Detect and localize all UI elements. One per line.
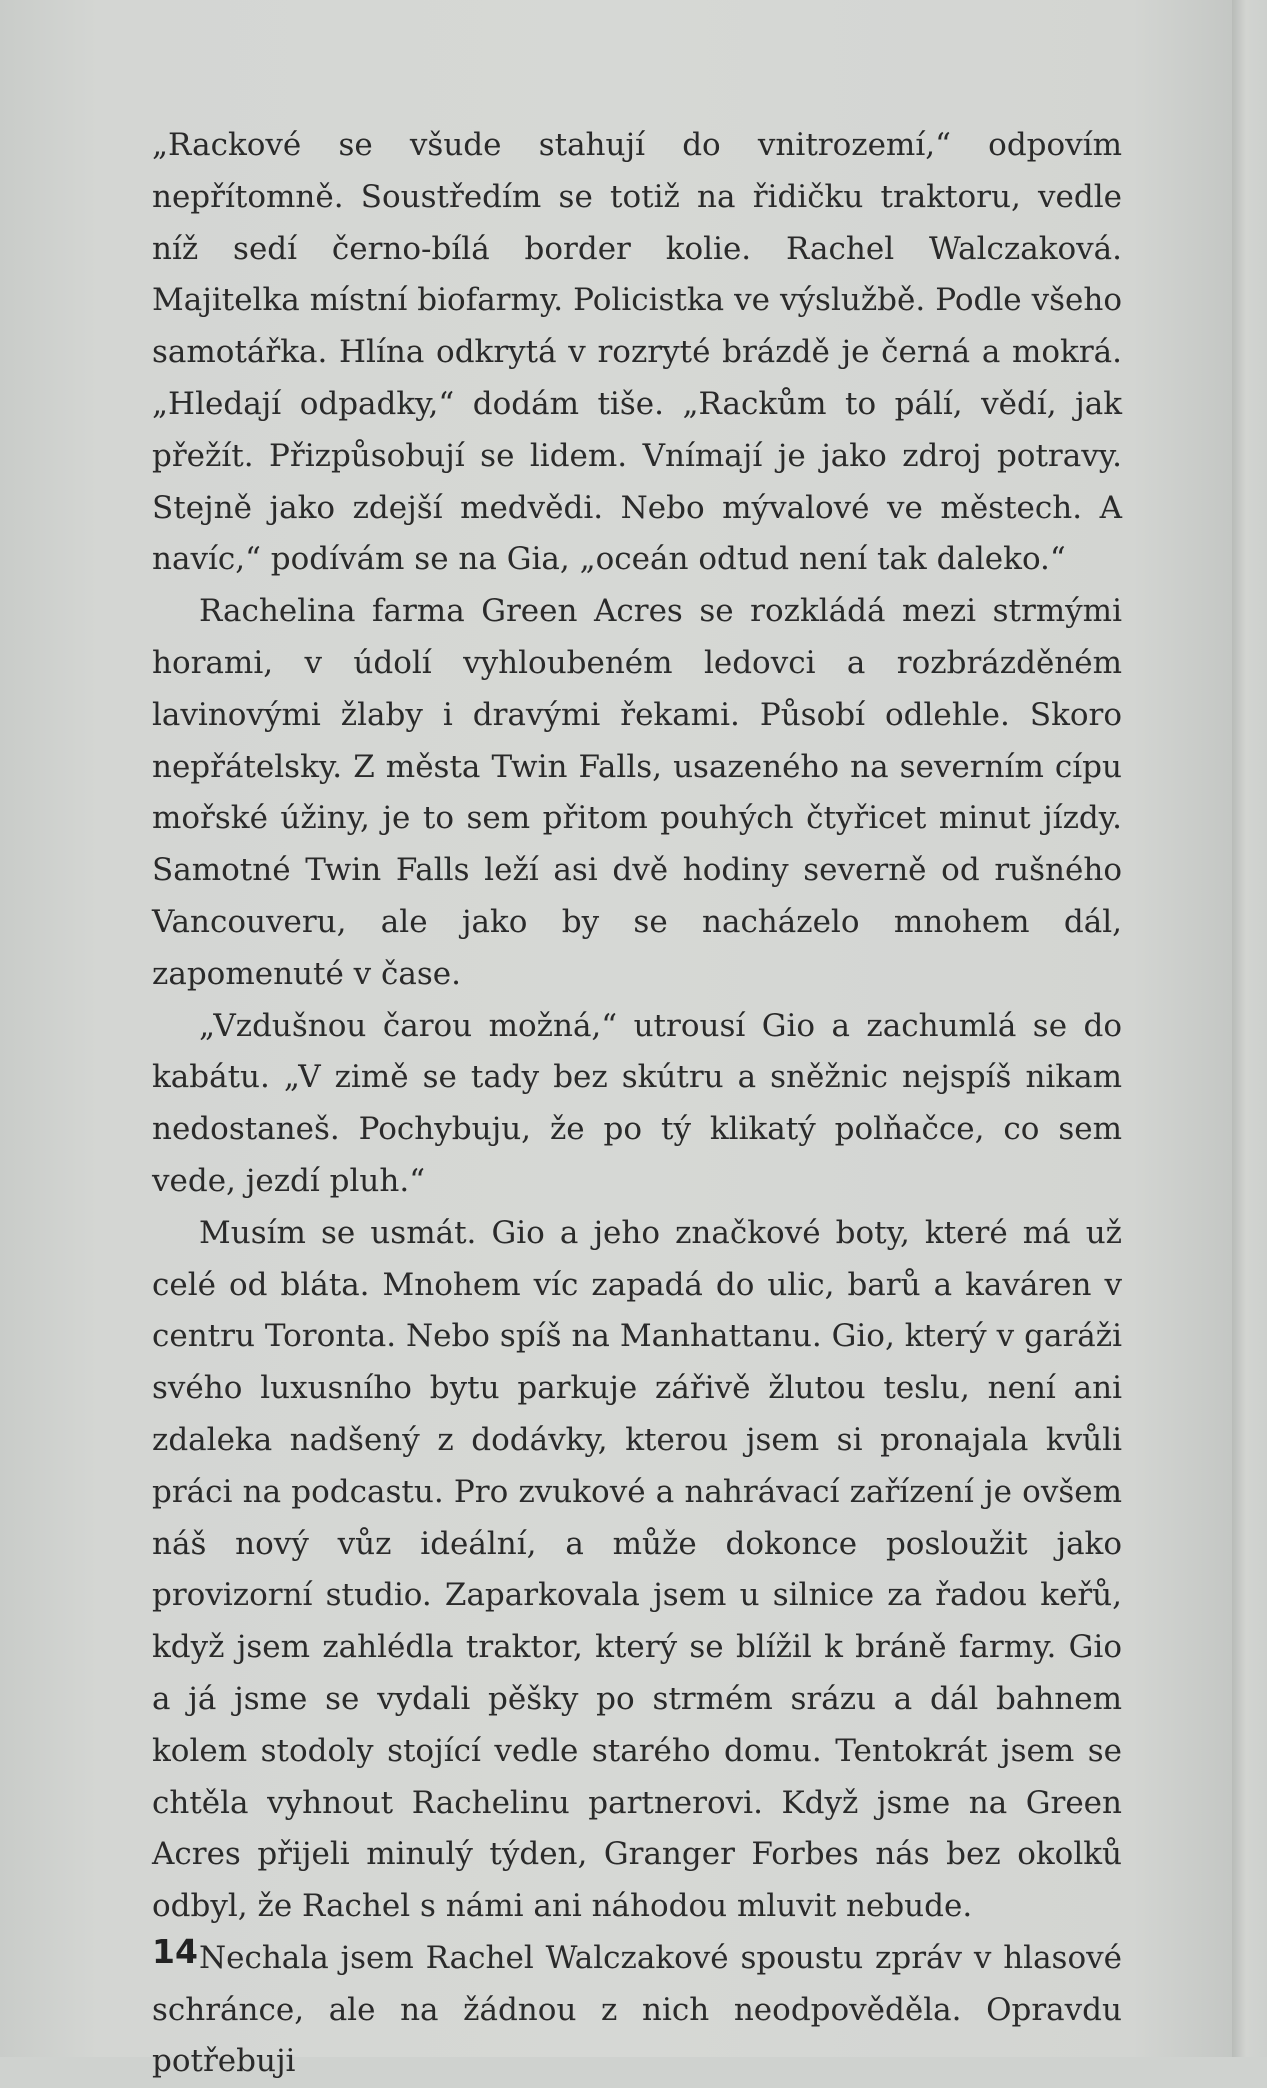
paragraph-1: „Rackové se všude stahují do vnitrozemí,“ odpovím nepřítomně. Soustředím se totiž na řidičku traktoru, vedle níž sedí černo-bílá border kolie. Rachel Walczaková. Majitelka místní biofarmy. Policistka ve výslužbě. Podle všeho samotářka. Hlína odkrytá v rozryté brázdě je černá a mokrá. „Hledají odpadky,“ dodám tiše. „Rackům to pálí, vědí, jak přežít. Přizpůsobují se lidem. Vnímají je jako zdroj potravy. Stejně jako zdejší medvědi. Nebo mývalové ve městech. A navíc,“ podívám se na Gia, „oceán odtud není tak daleko.“ bbox=[152, 127, 1122, 578]
page-edge bbox=[1232, 0, 1267, 2057]
body-text bbox=[152, 120, 1122, 2088]
paragraph-5: Nechala jsem Rachel Walczakové spoustu zpráv v hlasové schránce, ale na žádnou z nich neodpověděla. Opravdu potřebuji bbox=[152, 1939, 1122, 2080]
paragraph-3: „Vzdušnou čarou možná,“ utrousí Gio a zachumlá se do kabátu. „V zimě se tady bez skútru a sněžnic nejspíš nikam nedostaneš. Pochybuju, že po tý klikatý polňačce, co sem vede, jezdí pluh.“ bbox=[152, 1007, 1122, 1199]
paragraph-4: Musím se usmát. Gio a jeho značkové boty, které má už celé od bláta. Mnohem víc zapadá do ulic, barů a kaváren v centru Toronta. Nebo spíš na Manhattanu. Gio, který v garáži svého luxusního bytu parkuje zářivě žlutou teslu, není ani zdaleka nadšený z dodávky, kterou jsem si pronajala kvůli práci na podcastu. Pro zvukové a nahrávací zařízení je ovšem náš nový vůz ideální, a může dokonce posloužit jako provizorní studio. Zaparkovala jsem u silnice za řadou keřů, když jsem zahlédla traktor, který se blížil k bráně farmy. Gio a já jsme se vydali pěšky po strmém srázu a dál bahnem kolem stodoly stojící vedle starého domu. Tentokrát jsem se chtěla vyhnout Rachelinu partnerovi. Když jsme na Green Acres přijeli minulý týden, Granger Forbes nás bez okolků odbyl, že Rachel s námi ani náhodou mluvit nebude. bbox=[152, 1214, 1122, 1925]
page-number: 14 bbox=[152, 1932, 198, 1971]
paragraph-2: Rachelina farma Green Acres se rozkládá mezi strmými horami, v údolí vyhloubeném ledovci a rozbrázděném lavinovými žlaby i dravými řekami. Působí odlehle. Skoro nepřátelsky. Z města Twin Falls, usazeného na severním cípu mořské úžiny, je to sem přitom pouhých čtyřicet minut jízdy. Samotné Twin Falls leží asi dvě hodiny severně od rušného Vancouveru, ale jako by se nacházelo mnohem dál, zapomenuté v čase. bbox=[152, 593, 1122, 992]
